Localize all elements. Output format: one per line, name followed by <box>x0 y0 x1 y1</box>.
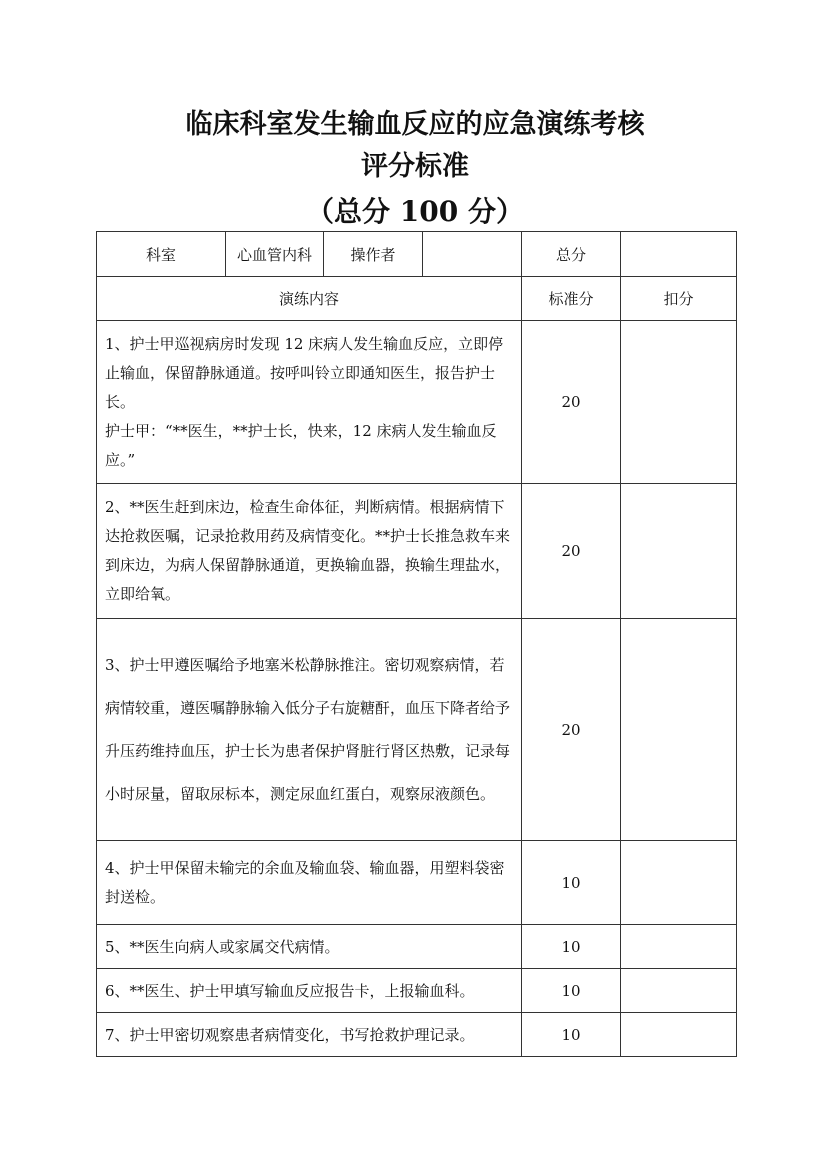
row-score: 10 <box>522 925 621 969</box>
total-value[interactable] <box>621 232 737 277</box>
row-text-dialogue: 护士甲：“**医生，**护士长，快来，12 床病人发生输血反应。” <box>105 421 497 469</box>
row-text: 6、**医生、护士甲填写输血反应报告卡，上报输血科。 <box>105 982 475 1000</box>
column-standard-score: 标准分 <box>522 277 621 321</box>
row-deduction[interactable] <box>621 321 737 484</box>
dept-label: 科室 <box>97 232 226 277</box>
row-text: 1、护士甲巡视病房时发现 12 床病人发生输血反应，立即停止输血，保留静脉通道。按呼叫铃立即通知医生，报告护士长。 <box>105 334 504 411</box>
column-header-row <box>97 277 737 321</box>
table-row <box>97 1013 737 1057</box>
title-total-score: （总分 100 分） <box>306 195 524 228</box>
table-row <box>97 484 737 619</box>
row-text: 3、护士甲遵医嘱给予地塞米松静脉推注。密切观察病情，若病情较重，遵医嘱静脉输入低分子右旋糖酐，血压下降者给予升压药维持血压，护士长为患者保护肾脏行肾区热敷，记录每小时尿量，留取尿标本，测定尿血红蛋白，观察尿液颜色。 <box>105 655 511 803</box>
row-content <box>97 1013 522 1057</box>
row-deduction[interactable] <box>621 1013 737 1057</box>
title-line-1: 临床科室发生输血反应的应急演练考核 <box>185 109 645 140</box>
column-content: 演练内容 <box>97 277 522 321</box>
row-content <box>97 484 522 619</box>
row-text: 7、护士甲密切观察患者病情变化，书写抢救护理记录。 <box>105 1026 475 1044</box>
row-score: 20 <box>522 619 621 841</box>
row-content <box>97 841 522 925</box>
table-row <box>97 619 737 841</box>
table-row <box>97 925 737 969</box>
row-content <box>97 969 522 1013</box>
row-content <box>97 925 522 969</box>
row-score: 10 <box>522 969 621 1013</box>
row-score: 20 <box>522 484 621 619</box>
dept-value: 心血管内科 <box>226 232 324 277</box>
total-label: 总分 <box>522 232 621 277</box>
page-title <box>0 104 830 236</box>
operator-value[interactable] <box>423 232 522 277</box>
row-score: 10 <box>522 1013 621 1057</box>
title-line-2: 评分标准 <box>361 151 469 182</box>
row-text: 5、**医生向病人或家属交代病情。 <box>105 938 340 956</box>
table-row <box>97 969 737 1013</box>
row-deduction[interactable] <box>621 484 737 619</box>
row-score: 20 <box>522 321 621 484</box>
operator-label: 操作者 <box>324 232 423 277</box>
row-score: 10 <box>522 841 621 925</box>
row-content <box>97 619 522 841</box>
table-row <box>97 841 737 925</box>
table-row <box>97 321 737 484</box>
scoring-table <box>96 231 737 1057</box>
column-deduction: 扣分 <box>621 277 737 321</box>
row-text: 4、护士甲保留未输完的余血及输血袋、输血器，用塑料袋密封送检。 <box>105 858 505 906</box>
row-deduction[interactable] <box>621 619 737 841</box>
row-deduction[interactable] <box>621 969 737 1013</box>
header-row <box>97 232 737 277</box>
row-text: 2、**医生赶到床边，检查生命体征，判断病情。根据病情下达抢救医嘱，记录抢救用药及病情变化。**护士长推急救车来到床边，为病人保留静脉通道，更换输血器，换输生理盐水，立即给氧。 <box>105 498 511 603</box>
row-deduction[interactable] <box>621 841 737 925</box>
row-content <box>97 321 522 484</box>
row-deduction[interactable] <box>621 925 737 969</box>
